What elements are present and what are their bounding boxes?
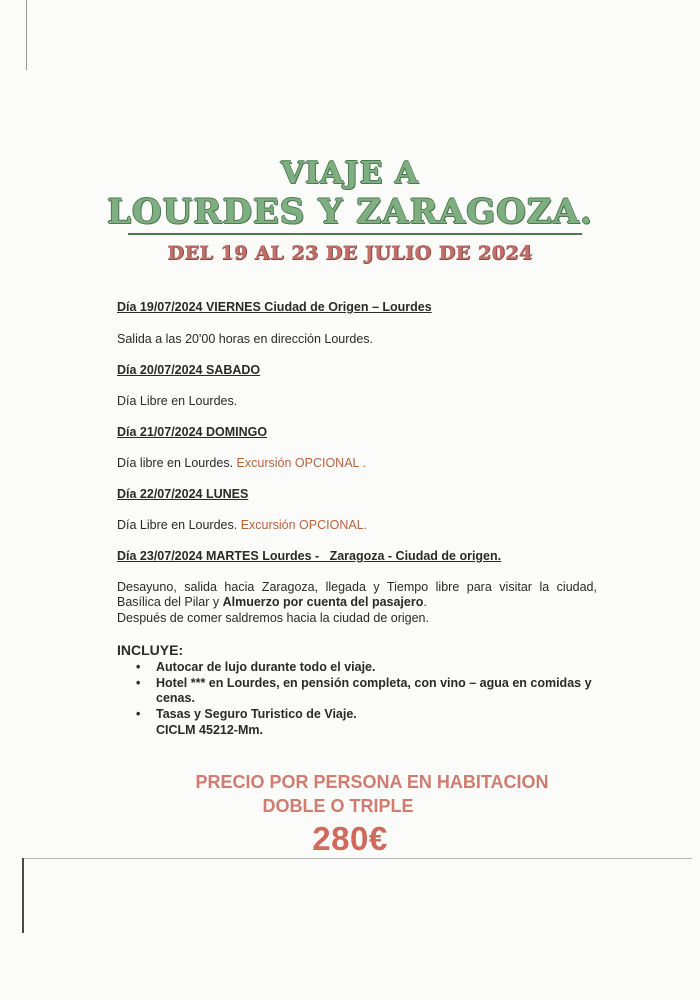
- price-label-line-1: PRECIO POR PERSONA EN HABITACION: [195, 772, 549, 792]
- scan-edge-line: [22, 858, 24, 933]
- day-2-text: [117, 394, 597, 409]
- day-1-text: [117, 332, 597, 347]
- optional-excursion: Excursión OPCIONAL .: [236, 456, 366, 470]
- day-description: Día libre en Lourdes.: [117, 456, 234, 470]
- include-text: Tasas y Seguro Turistico de Viaje.: [156, 706, 357, 721]
- title-line-2: LOURDES Y ZARAGOZA.: [107, 192, 593, 232]
- day-4-heading: [117, 487, 597, 502]
- day-4-text: [117, 518, 597, 533]
- include-text: Hotel *** en Lourdes, en pensión completa, con vino – agua en comidas y cenas.: [156, 675, 592, 705]
- day-heading-text: Día 23/07/2024 MARTES Lourdes - Zaragoza - Ciudad de origen.: [117, 549, 502, 563]
- day-heading-text: Día 19/07/2024 VIERNES Ciudad de Origen – Lourdes: [117, 300, 432, 314]
- day-description-end: .: [423, 595, 427, 609]
- optional-excursion: Excursión OPCIONAL.: [240, 518, 368, 532]
- day-description-line2: Después de comer saldremos hacia la ciudad de origen.: [117, 611, 429, 625]
- day-2-heading: [117, 363, 597, 378]
- title-underline: [128, 233, 582, 235]
- day-5-heading: [117, 549, 597, 564]
- lunch-note: Almuerzo por cuenta del pasajero: [222, 595, 424, 609]
- bullet-icon: •: [136, 660, 141, 674]
- license-code: CICLM 45212-Mm.: [156, 723, 263, 737]
- title-line-1: VIAJE A: [280, 156, 420, 191]
- day-description: Día Libre en Lourdes.: [117, 518, 238, 532]
- includes-title: INCLUYE:: [117, 642, 184, 658]
- day-5-text-line2: [117, 611, 597, 626]
- day-3-heading: [117, 425, 597, 440]
- bullet-icon: •: [136, 675, 141, 690]
- scan-edge-line: [22, 858, 692, 859]
- day-1-heading: [117, 300, 597, 315]
- day-heading-text: Día 21/07/2024 DOMINGO: [117, 425, 268, 439]
- bullet-icon: •: [136, 706, 141, 721]
- price-amount: 280€: [312, 820, 388, 857]
- day-description: Día Libre en Lourdes.: [117, 394, 238, 408]
- day-heading-text: Día 20/07/2024 SABADO: [117, 363, 261, 377]
- list-item: [136, 676, 596, 707]
- day-description: Desayuno, salida hacia Zaragoza, llegada y Tiempo libre para visitar la ciudad, Basílica del Pilar y: [117, 580, 597, 609]
- price-label-line-2: DOBLE O TRIPLE: [262, 796, 414, 816]
- day-5-text: [117, 580, 597, 610]
- scan-edge-line: [26, 0, 27, 70]
- list-item: [136, 707, 596, 723]
- includes-list: [136, 660, 596, 722]
- day-heading-text: Día 22/07/2024 LUNES: [117, 487, 249, 501]
- list-item: [136, 660, 596, 676]
- include-text: Autocar de lujo durante todo el viaje.: [156, 660, 376, 674]
- day-description: Salida a las 20'00 horas en dirección Lourdes.: [117, 332, 374, 346]
- date-subtitle: DEL 19 AL 23 DE JULIO DE 2024: [167, 242, 533, 264]
- day-3-text: [117, 456, 597, 471]
